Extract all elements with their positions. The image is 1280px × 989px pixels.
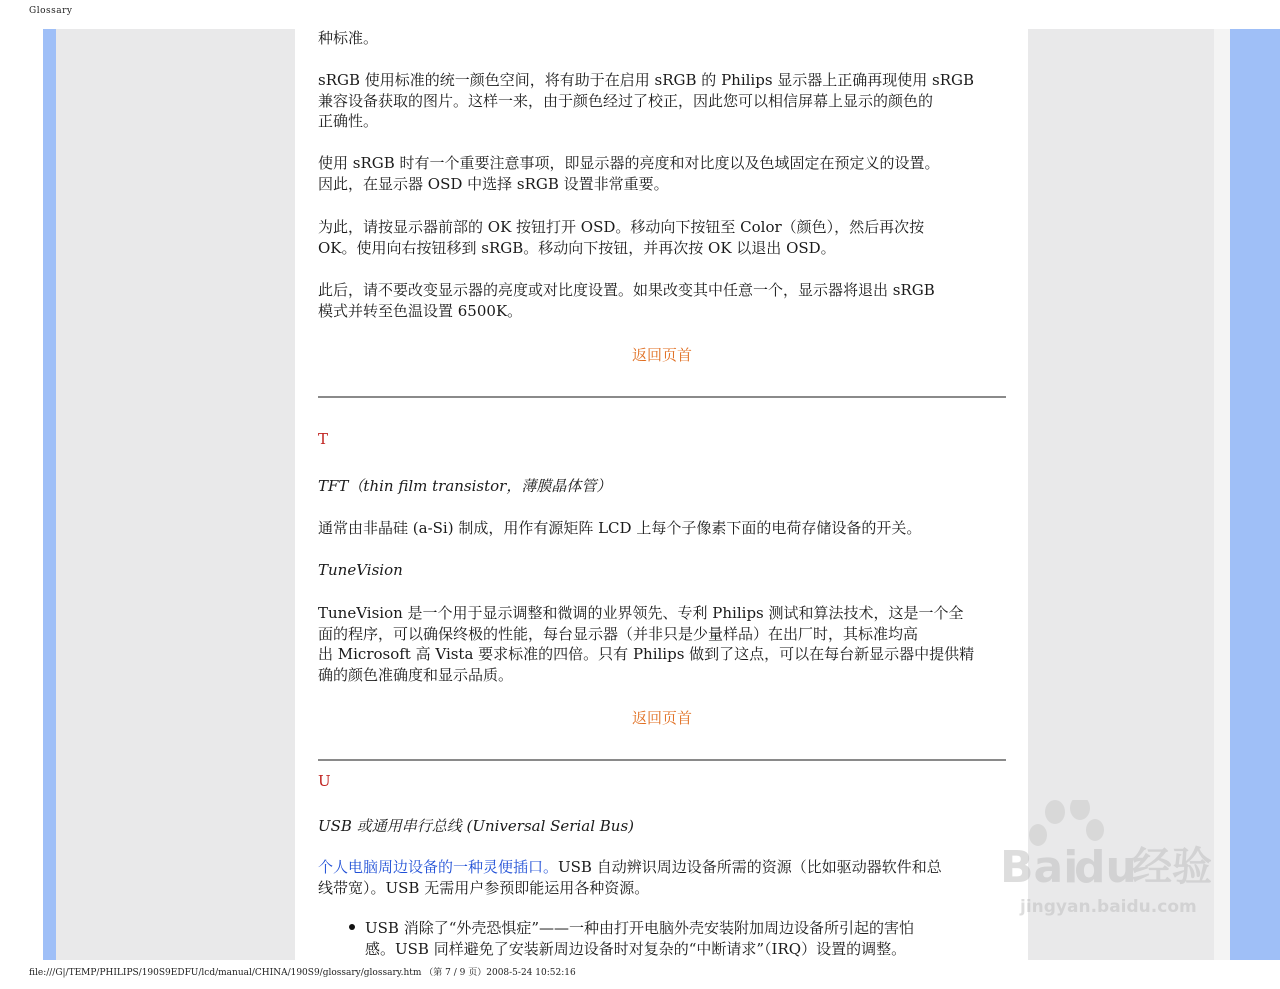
section-divider [318,759,1006,761]
left-blue-border [43,29,56,960]
paragraph-line [318,857,1008,878]
paragraph-line: 模式并转至色温设置 6500K。 [318,301,523,320]
paragraph-osd-steps [318,217,1008,258]
term-tft: TFT（thin film transistor，薄膜晶体管） [318,477,612,495]
paragraph-line: 出 Microsoft 高 Vista 要求标准的四倍。只有 Philips 做到了这点，可以在每台新显示器中提供精 [318,645,975,663]
paragraph-line: 感。USB 同样避免了安装新周边设备时对复杂的“中断请求”（IRQ）设置的调整。 [365,939,907,958]
watermark-cn: 经验 [1132,844,1212,890]
left-gray-panel [56,29,295,960]
paragraph-after-srgb [318,280,1008,321]
paragraph-srgb-note [318,153,1008,194]
term-tunevision: TuneVision [318,561,403,579]
page-footer-path: file:///G|/TEMP/PHILIPS/190S9EDFU/lcd/manual/CHINA/190S9/glossary/glossary.htm （第 7 / 9 页）2008-5-24 10:52:16 [29,968,576,978]
back-to-top-link[interactable]: 返回页首 [632,346,693,364]
paragraph-line: 种标准。 [318,29,379,47]
paragraph-line: sRGB 使用标准的统一颜色空间，将有助于在启用 sRGB 的 Philips 显示器上正确再现使用 sRGB [318,71,975,89]
paragraph-line: USB 消除了“外壳恐惧症”——一种由打开电脑外壳安装附加周边设备所引起的害怕 [365,919,915,937]
paragraph-line: 线带宽）。USB 无需用户参预即能运用各种资源。 [318,878,650,897]
paragraph-continued [318,28,1008,49]
definition-usb [318,857,1008,898]
bullet-dot [349,924,355,930]
baidu-watermark-logo [1000,800,1240,920]
watermark-url: jingyan.baidu.com [1020,897,1197,917]
paragraph-line: 此后，请不要改变显示器的亮度或对比度设置。如果改变其中任意一个，显示器将退出 sRGB [318,281,935,299]
paragraph-line: 兼容设备获取的图片。这样一来，由于颜色经过了校正，因此您可以相信屏幕上显示的颜色的 [318,91,934,110]
definition-tunevision [318,603,1008,685]
section-letter-t: T [318,430,329,448]
paragraph-srgb-color-space [318,70,1008,132]
page-header-title: Glossary [29,6,73,16]
section-letter-u: U [318,772,331,790]
paragraph-line: TuneVision 是一个用于显示调整和微调的业界领先、专利 Philips 测试和算法技术，这是一个全 [318,604,964,622]
paragraph-line: 因此，在显示器 OSD 中选择 sRGB 设置非常重要。 [318,174,669,193]
paragraph-text: USB 自动辨识周边设备所需的资源（比如驱动器软件和总 [558,858,942,876]
back-to-top-link[interactable]: 返回页首 [632,709,693,727]
paragraph-line: 面的程序，可以确保终极的性能，每台显示器（并非只是少量样品）在出厂时，其标准均高 [318,624,919,643]
watermark-brand-du: du [1074,842,1137,893]
usb-definition-link[interactable]: 个人电脑周边设备的一种灵便插口。 [318,858,559,876]
paragraph-line: 确的颜色准确度和显示品质。 [318,665,514,684]
paragraph-line: 通常由非晶硅 (a-Si) 制成，用作有源矩阵 LCD 上每个子像素下面的电荷存储设备的开关。 [318,519,922,537]
paragraph-line: 正确性。 [318,112,379,130]
bullet-item-usb [365,918,1005,959]
paragraph-line: 使用 sRGB 时有一个重要注意事项，即显示器的亮度和对比度以及色域固定在预定义的设置。 [318,154,940,172]
watermark-brand: Bai [1000,842,1079,893]
section-divider [318,396,1006,398]
definition-tft [318,518,1008,539]
paragraph-line: OK。使用向右按钮移到 sRGB。移动向下按钮，并再次按 OK 以退出 OSD。 [318,238,836,257]
term-usb: USB 或通用串行总线 (Universal Serial Bus) [318,817,635,835]
paragraph-line: 为此，请按显示器前部的 OK 按钮打开 OSD。移动向下按钮至 Color（颜色），然后再次按 [318,218,925,236]
